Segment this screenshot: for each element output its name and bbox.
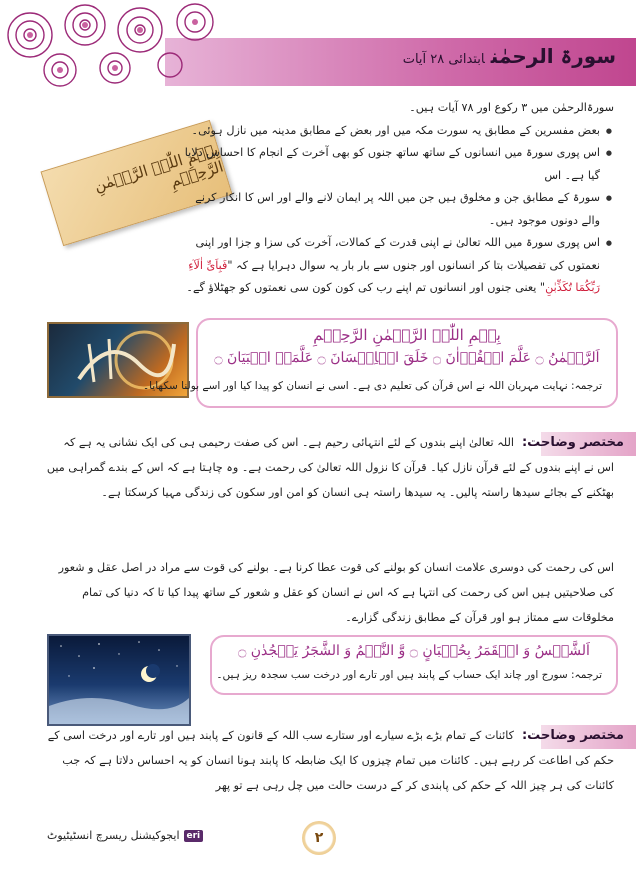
bullet-list xyxy=(184,120,614,300)
bullet-item: ● بعض مفسرین کے مطابق یہ سورت مکہ میں اور بعض کے مطابق مدینہ میں نازل ہوئی۔ xyxy=(184,120,600,143)
bullet-item: ● اس پوری سورۃ میں انسانوں کے ساتھ ساتھ جنوں کو بھی آخرت کے انجام کا احساس دلایا گیا ہے۔ اس xyxy=(184,142,600,187)
explanation-paragraph: کائنات کے تمام بڑے بڑے سیارے اور ستارے سب اللہ کے قانون کے پابند ہیں اور تارے اور درخت اسی کے حکم کی اطاعت کر رہے ہیں۔ کائنات میں تمام چیزوں کا ایک ضابطہ کا پابند ہونا انسان کو یہ احساس دلاتا ہے کہ جب کائنات کی ہر چیز اللہ کے حکم کی پابندی کر کے درست حالت میں چل رہی ہے تو پھر xyxy=(47,729,614,792)
intro-section xyxy=(184,97,614,300)
bullet-item: ● سورۃ کے مطابق جن و مخلوق ہیں جن میں اللہ پر ایمان لانے والے اور اس کا انکار کرنے والے دونوں موجود ہیں۔ xyxy=(184,187,600,232)
verse-translation: ترجمہ: نہایت مہربان اللہ نے اس قرآن کی تعلیم دی ہے۔ اسی نے انسان کو پیدا کیا اور اسے بولنا سکھایا۔ xyxy=(142,380,602,392)
bismillah-card: بِسۡمِ اللّٰہِ الرَّحۡمٰنِ الرَّحِیۡمِ xyxy=(40,120,232,246)
publisher-mark xyxy=(47,829,203,842)
bullet-text: اس پوری سورۃ میں اللہ تعالیٰ نے اپنی قدرت کے کمالات، آخرت کی سزا و جزا اور اپنی نعمتوں کی تفصیلات بتا کر انسانوں اور جنوں سے بار بار یہ سوال دہرایا ہے کہ xyxy=(195,236,600,272)
page-header xyxy=(0,0,636,88)
floral-ornament xyxy=(0,0,240,88)
verse-translation: ترجمہ: سورج اور چاند ایک حساب کے پابند ہیں اور تارے اور درخت سب سجدہ ریز ہیں۔ xyxy=(216,669,602,681)
section-label: مختصر وضاحت: xyxy=(521,728,624,743)
page-title xyxy=(403,44,616,68)
publisher-name: ایجوکیشنل ریسرچ انسٹیٹیوٹ xyxy=(47,829,180,842)
quoted-verse: فَبِاَیِّ اٰلَآءِ رَبِّکُمَا تُکَذِّبٰنِ xyxy=(188,258,600,294)
moon-stars-art xyxy=(49,636,189,724)
verse-bismillah: بِسۡمِ اللّٰہِ الرَّحۡمٰنِ الرَّحِیۡمِ xyxy=(313,326,501,344)
intro-text: سورۃالرحمٰن میں ۳ رکوع اور ۷۸ آیات ہیں۔ xyxy=(409,101,614,114)
verse-text: اَلشَّمۡسُ وَ الۡقَمَرُ بِحُسۡبَانٍ ۝ وَّ النَّجۡمُ وَ الشَّجَرُ یَسۡجُدٰنِ ۝ xyxy=(238,643,590,659)
verse-text: اَلرَّحۡمٰنُ ۝ عَلَّمَ الۡقُرۡاٰنَ ۝ خَلَقَ الۡاِنۡسَانَ ۝ عَلَّمَہُ الۡبَیَانَ ۝ xyxy=(214,350,600,366)
bullet-text-end: یعنی جنوں اور انسانوں تم اپنے رب کی کون کون سی نعمتوں کو جھٹلاؤ گے۔ xyxy=(186,281,537,294)
night-sky-image xyxy=(47,634,191,726)
surah-subtitle: ابتدائی ۲۸ آیات xyxy=(402,52,485,67)
bullet-item: ● اس پوری سورۃ میں اللہ تعالیٰ نے اپنی قدرت کے کمالات، آخرت کی سزا و جزا اور اپنی نعمتوں کی تفصیلات بتا کر انسانوں اور جنوں سے بار بار یہ سوال دہرایا ہے کہ "فَبِاَیِّ اٰلَآءِ رَبِّکُمَا تُکَذِّبٰنِ" یعنی جنوں اور انسانوں تم اپنے رب کی کون کون سی نعمتوں کو جھٹلاؤ گے۔ xyxy=(184,232,600,300)
surah-name: سورۃ الرحمٰن xyxy=(490,44,616,68)
section-label: مختصر وضاحت: xyxy=(521,435,624,450)
explanation-paragraph: اللہ تعالیٰ اپنے بندوں کے لئے انتہائی رحیم ہے۔ اس کی صفت رحیمی ہی کی ایک نشانی یہ ہے کہ اس نے اپنے بندوں کے لئے قرآن نازل کیا۔ قرآن کا نزول اللہ تعالیٰ کی رحمت ہے۔ وہ چاہتا ہے کہ اس کے بندے گمراہی میں بھٹکنے کے بجائے سیدھا راستہ پالیں۔ یہ سیدھا راستہ ہی انسان کو امن اور سکون کی زندگی مہیا کرسکتا ہے۔ xyxy=(46,436,614,499)
publisher-logo: eri xyxy=(184,830,204,842)
explanation-paragraph: اس کی رحمت کی دوسری علامت انسان کو بولنے کی قوت عطا کرنا ہے۔ بولنے کی قوت سے مراد در اصل عقل و شعور کی صلاحیتیں ہیں اس کی رحمت کی انتہا ہے کہ اس نے انسان کو عقل و شعور کے ساتھ پیدا کیا تا کہ دنیا کی تمام مخلوقات سے ممتاز ہو اور قرآن کے مطابق زندگی گزارے۔ xyxy=(58,561,614,624)
verse-box-1 xyxy=(142,318,618,408)
page-number: ۲ xyxy=(302,821,336,855)
verse-box-2 xyxy=(210,635,618,695)
